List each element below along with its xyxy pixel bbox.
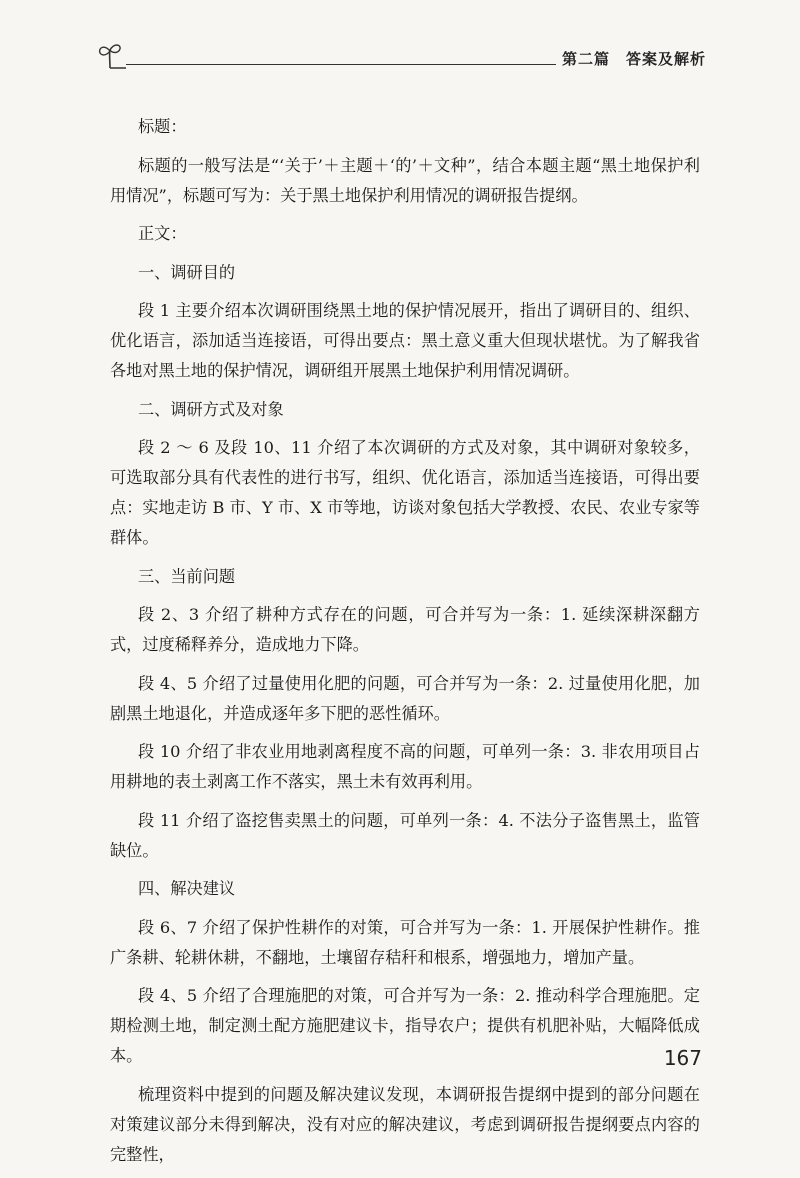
paragraph: 段 2、3 介绍了耕种方式存在的问题，可合并写为一条：1. 延续深耕深翻方式，过度稀释养分，造成地力下降。 [110,605,700,654]
paragraph: 段 6、7 介绍了保护性耕作的对策，可合并写为一条：1. 开展保护性耕作。推广条耕、轮耕休耕，不翻地，土壤留存秸秆和根系，增强地力，增加产量。 [110,917,700,967]
paragraph: 梳理资料中提到的问题及解决建议发现，本调研报告提纲中提到的部分问题在对策建议部分未得到解决，没有对应的解决建议，考虑到调研报告提纲要点内容的完整性， [110,1084,700,1164]
paragraph: 段 1 主要介绍本次调研围绕黑土地的保护情况展开，指出了调研目的、组织、优化语言，添加适当连接语，可得出要点：黑土意义重大但现状堪忧。为了解我省各地对黑土地的保护情况，调研组开展黑土地保护利用情况调研。 [110,301,700,380]
paragraph: 标题的一般写法是“‘关于’＋主题＋‘的’＋文种”，结合本题主题“黑土地保护利用情况”，标题可写为：关于黑土地保护利用情况的调研报告提纲。 [110,155,700,205]
paragraph-title-label: 标题： [138,117,187,136]
paragraph: 段 2 ～ 6 及段 10、11 介绍了本次调研的方式及对象，其中调研对象较多，可选取部分具有代表性的进行书写，组织、优化语言，添加适当连接语，可得出要点：实地走访 B 市、Y 市、X 市等地，访谈对象包括大学教授、农民、农业专家等群体。 [110,438,700,547]
page-body [110,112,700,1178]
page-number: 167 [663,1046,702,1070]
section-heading: 二、调研方式及对象 [138,399,284,419]
section-heading: 一、调研目的 [138,262,236,282]
section-title: 第二篇 答案及解析 [561,50,706,68]
paragraph: 段 4、5 介绍了合理施肥的对策，可合并写为一条：2. 推动科学合理施肥。定期检测土地，制定测土配方施肥建议卡，指导农户；提供有机肥补贴，大幅降低成本。 [110,986,700,1065]
section-heading: 三、当前问题 [138,566,236,586]
section-heading: 四、解决建议 [138,879,236,898]
paragraph-body-label: 正文： [138,224,187,243]
paragraph: 段 4、5 介绍了过量使用化肥的问题，可合并写为一条：2. 过量使用化肥，加剧黑土地退化，并造成逐年多下肥的恶性循环。 [110,673,700,723]
header-rule [126,64,556,65]
page-header [96,36,706,72]
paragraph: 段 10 介绍了非农业用地剥离程度不高的问题，可单列一条：3. 非农用项目占用耕地的表土剥离工作不落实，黑土未有效再利用。 [110,742,700,791]
sprout-icon [96,40,126,74]
paragraph: 段 11 介绍了盗挖售卖黑土的问题，可单列一条：4. 不法分子盗售黑土，监管缺位。 [110,810,700,860]
